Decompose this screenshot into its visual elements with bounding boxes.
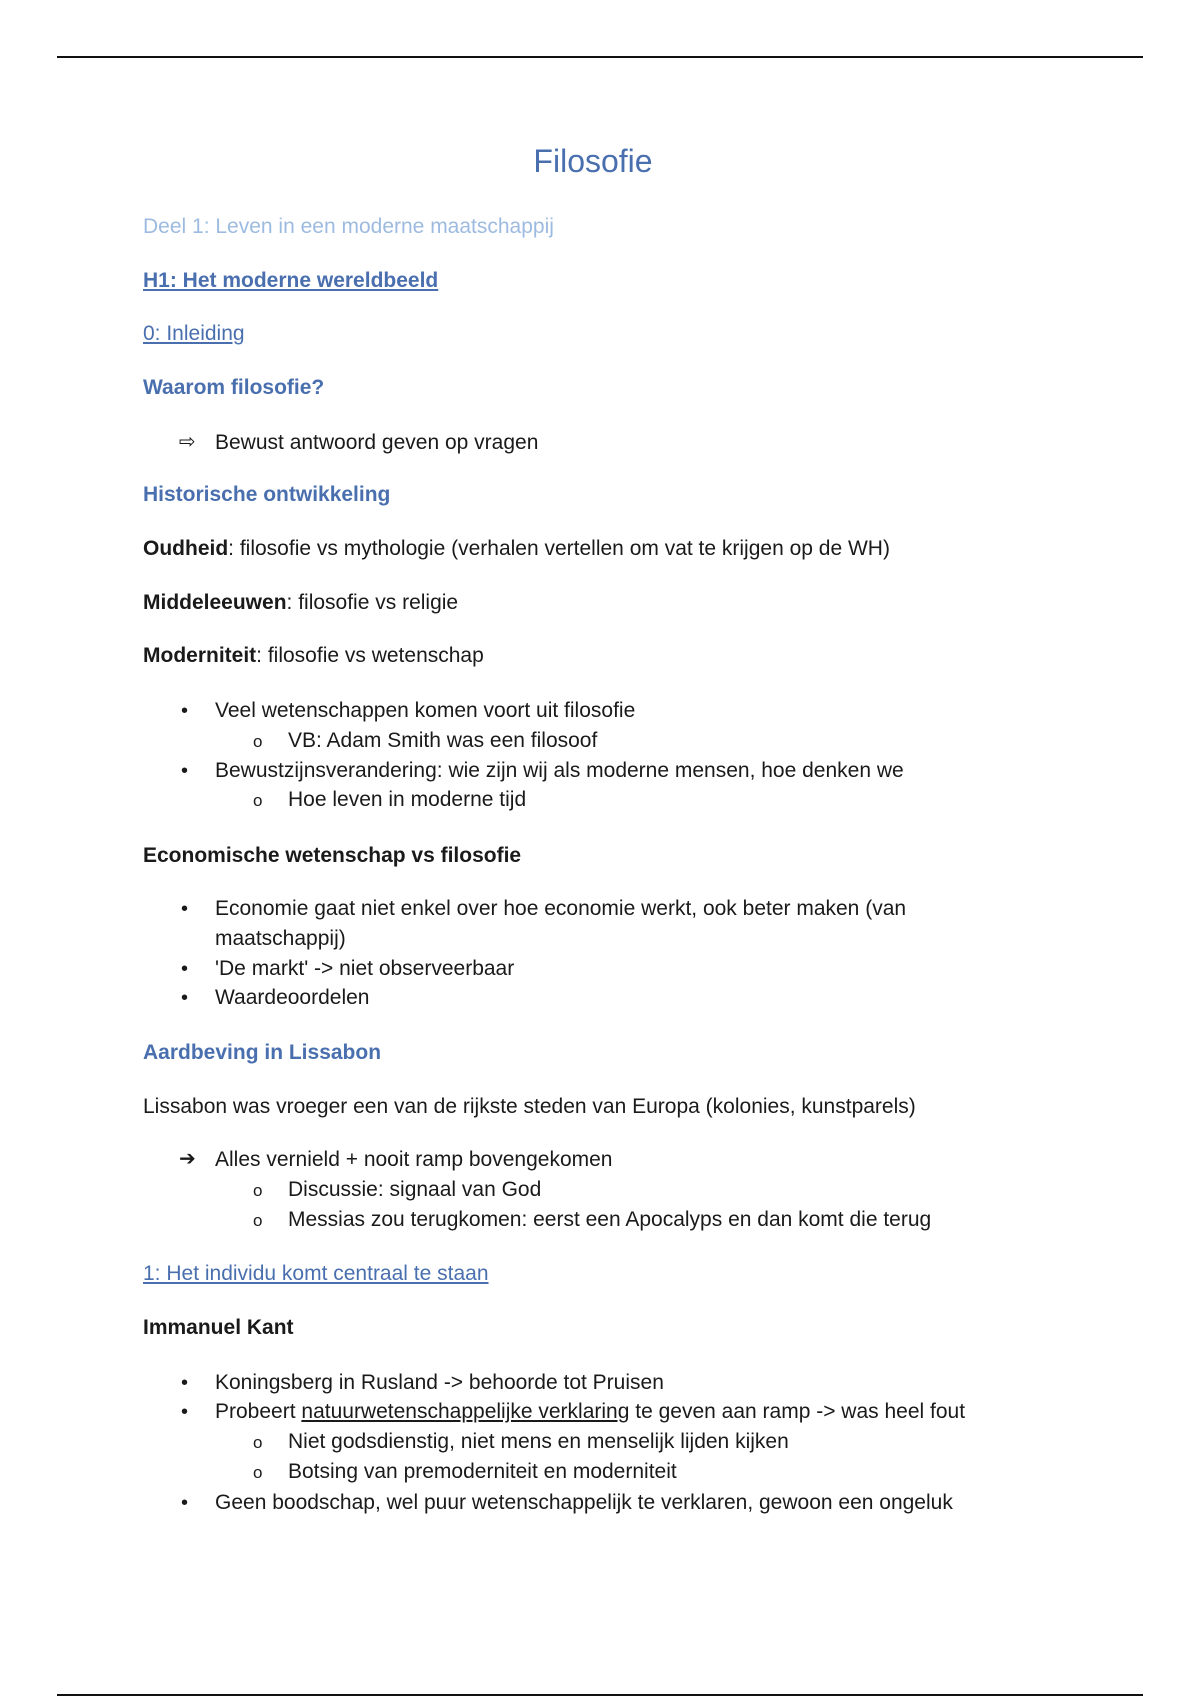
why-point: Bewust antwoord geven op vragen — [215, 431, 539, 454]
bullet-icon: • — [181, 987, 189, 1009]
list-item: VB: Adam Smith was een filosoof — [288, 729, 598, 752]
solid-arrow-icon: ➔ — [179, 1148, 196, 1170]
list-item-continuation: maatschappij) — [215, 927, 346, 950]
sub-bullet-icon: o — [253, 791, 263, 810]
bullet-icon: • — [181, 958, 189, 980]
bullet-icon: • — [181, 700, 189, 722]
chapter-heading: H1: Het moderne wereldbeeld — [143, 269, 439, 292]
underlined-term: natuurwetenschappelijke verklaring — [301, 1400, 630, 1423]
list-item-text: Probeert — [215, 1400, 302, 1423]
history-oudheid — [143, 536, 890, 562]
history-label: Oudheid — [143, 537, 229, 560]
list-item: Bewustzijnsverandering: wie zijn wij als moderne mensen, hoe denken we — [215, 759, 904, 782]
section-heading-intro: 0: Inleiding — [143, 322, 245, 345]
history-label: Middeleeuwen — [143, 591, 287, 614]
history-text: : filosofie vs religie — [286, 591, 459, 614]
list-item — [215, 1399, 965, 1425]
list-item: Waardeoordelen — [215, 986, 370, 1009]
sub-bullet-icon: o — [253, 1463, 263, 1482]
bullet-icon: • — [181, 1401, 189, 1423]
list-item: Hoe leven in moderne tijd — [288, 788, 527, 811]
bullet-icon: • — [181, 1372, 189, 1394]
bullet-icon: • — [181, 760, 189, 782]
list-item: Niet godsdienstig, niet mens en menselijk lijden kijken — [288, 1430, 789, 1453]
history-middeleeuwen — [143, 590, 458, 616]
list-item: Botsing van premoderniteit en moderniteit — [288, 1460, 677, 1483]
list-item: Geen boodschap, wel puur wetenschappelijk te verklaren, gewoon een ongeluk — [215, 1491, 953, 1514]
sub-bullet-icon: o — [253, 1433, 263, 1452]
history-heading: Historische ontwikkeling — [143, 483, 391, 506]
list-item: Veel wetenschappen komen voort uit filosofie — [215, 699, 636, 722]
sub-bullet-icon: o — [253, 1211, 263, 1230]
bullet-icon: • — [181, 1492, 189, 1514]
quake-heading: Aardbeving in Lissabon — [143, 1041, 382, 1064]
list-item: Messias zou terugkomen: eerst een Apocalyps en dan komt die terug — [288, 1208, 932, 1231]
history-moderniteit — [143, 643, 484, 669]
section-heading-individual: 1: Het individu komt centraal te staan — [143, 1262, 489, 1285]
bullet-icon: • — [181, 898, 189, 920]
history-label: Moderniteit — [143, 644, 257, 667]
sub-bullet-icon: o — [253, 1181, 263, 1200]
why-heading: Waarom filosofie? — [143, 376, 325, 399]
econ-heading: Economische wetenschap vs filosofie — [143, 844, 522, 867]
list-item-text: te geven aan ramp -> was heel fout — [629, 1400, 966, 1423]
footer-rule — [57, 1694, 1143, 1696]
list-item: Koningsberg in Rusland -> behoorde tot Pruisen — [215, 1371, 664, 1394]
quake-paragraph: Lissabon was vroeger een van de rijkste steden van Europa (kolonies, kunstparels) — [143, 1095, 916, 1118]
kant-heading: Immanuel Kant — [143, 1316, 294, 1339]
hollow-arrow-icon: ⇨ — [179, 431, 196, 453]
header-rule — [57, 56, 1143, 58]
history-text: : filosofie vs mythologie (verhalen vertellen om vat te krijgen op de WH) — [228, 537, 890, 560]
history-text: : filosofie vs wetenschap — [256, 644, 484, 667]
part-heading: Deel 1: Leven in een moderne maatschappij — [143, 215, 554, 238]
quake-arrow-point: Alles vernield + nooit ramp bovengekomen — [215, 1148, 613, 1171]
list-item: Economie gaat niet enkel over hoe economie werkt, ook beter maken (van — [215, 897, 907, 920]
list-item: Discussie: signaal van God — [288, 1178, 542, 1201]
sub-bullet-icon: o — [253, 732, 263, 751]
list-item: 'De markt' -> niet observeerbaar — [215, 957, 515, 980]
page-title: Filosofie — [533, 143, 653, 179]
